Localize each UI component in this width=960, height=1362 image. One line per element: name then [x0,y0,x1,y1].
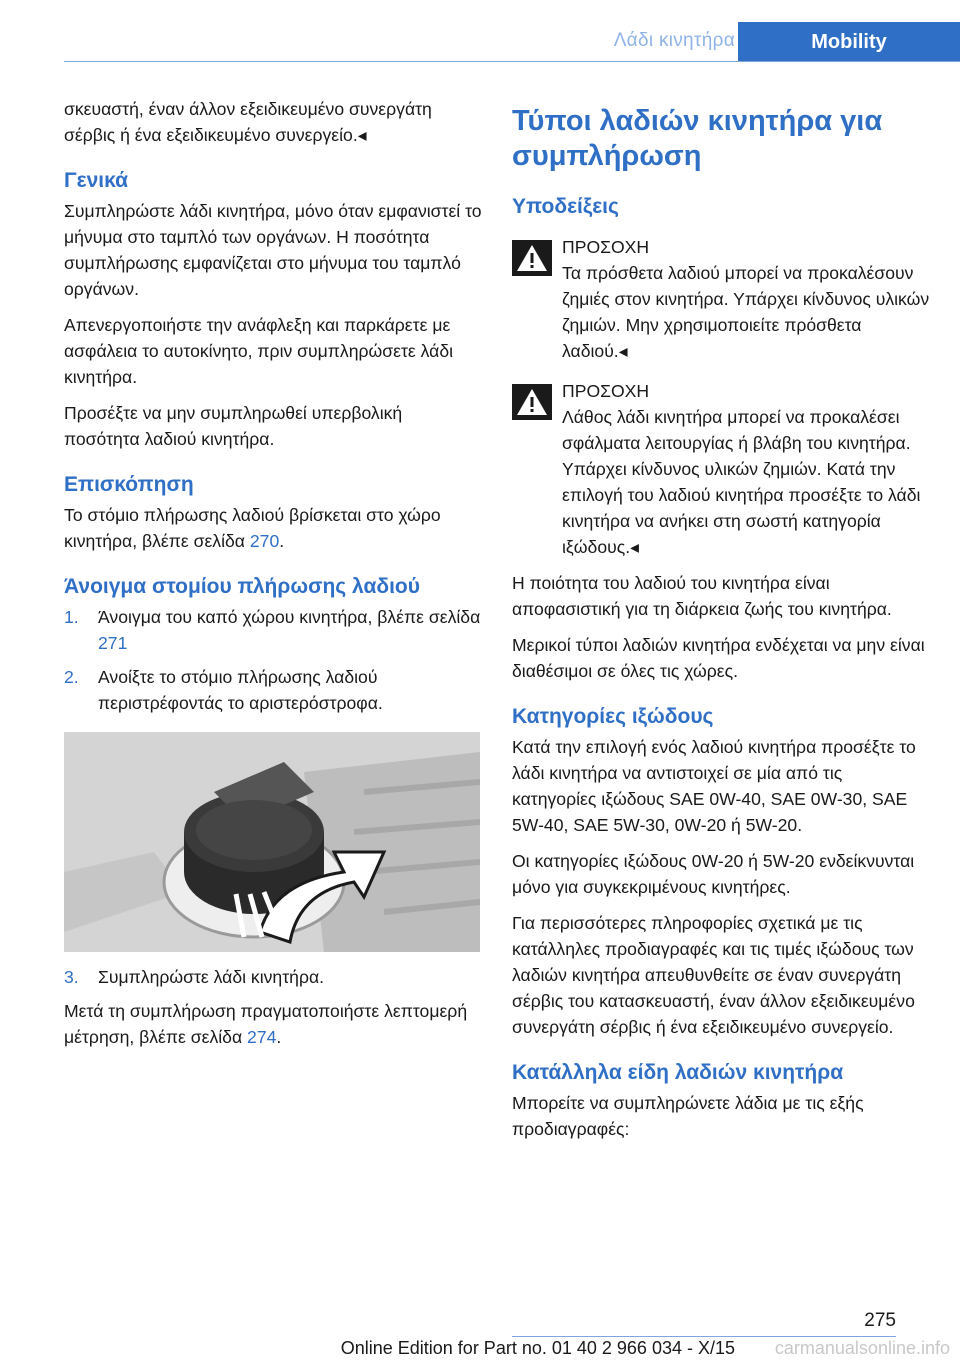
intro-paragraph: σκευαστή, έναν άλλον εξειδικευμένο συνεργάτη σέρβις ή ένα εξειδικευμένο συνεργείο.◂ [64,99,432,145]
header-section-title: Λάδι κινητήρα [613,30,735,51]
right-column [512,96,930,1152]
page-header [0,22,960,62]
step-number: 1. [64,607,79,627]
warning-2-text: Λάθος λάδι κινητήρα μπορεί να προκαλέσει σφάλματα λειτουργίας ή βλάβη του κινητήρα. Υπάρχει κίνδυνος υλικών ζημιών. Κατά την επιλογή του λαδιού κινητήρα προσέξτε το λάδι κινητήρα να ανήκει στη σωστή κατηγορία ιξώδους.◂ [562,407,921,557]
warning-2-heading: ΠΡΟΣΟΧΗ [562,381,650,401]
page-number: 275 [864,1310,896,1331]
steps-list-continued [64,964,482,990]
opening-heading: Άνοιγμα στομίου πλήρωσης λαδιού [64,575,420,598]
warning-1-text: Τα πρόσθετα λαδιού μπορεί να προκαλέσουν ζημιές στον κινητήρα. Υπάρχει κίνδυνος υλικών ζημιών. Μην χρησιμοποιείτε πρόσθετα λαδιού.◂ [562,263,930,361]
after-fill-paragraph [64,998,482,1050]
viscosity-paragraph-2: Οι κατηγορίες ιξώδους 0W-20 ή 5W-20 ενδείκνυνται μόνο για συγκεκριμένους κινητήρες. [512,851,915,897]
steps-list [64,604,482,716]
warning-triangle-icon [512,240,552,276]
step-number: 3. [64,967,79,987]
header-divider [64,61,960,62]
general-paragraph-2: Απενεργοποιήστε την ανάφλεξη και παρκάρετε με ασφάλεια το αυτοκίνητο, πριν συμπληρώσετε λάδι κινητήρα. [64,315,454,387]
left-column [64,96,482,1060]
quality-paragraph-1: Η ποιότητα του λαδιού του κινητήρα είναι αποφασιστική για τη διάρκεια ζωής του κινητήρα. [512,573,892,619]
warning-block-1 [512,234,930,364]
list-item [64,664,482,716]
oil-filler-cap-illustration [64,732,480,952]
list-item [64,604,482,656]
oil-types-title: Τύποι λαδιών κινητήρα για συμπλήρωση [512,105,883,172]
overview-page-link[interactable]: 270 [249,531,280,551]
overview-text: Το στόμιο πλήρωσης λαδιού βρίσκεται στο χώρο κινητήρα, βλέπε σελίδα [64,505,441,551]
viscosity-paragraph-3: Για περισσότερες πληροφορίες σχετικά με τις κατάλληλες προδιαγραφές και τις τιμές ιξώδους των λαδιών κινητήρα απευθυνθείτε σε έναν συνεργάτη σέρβις του κατασκευαστή, έναν άλλον εξειδικευμένο συνεργάτη σέρβις ή ένα εξειδικευμένο συνεργείο. [512,913,915,1037]
suitable-oils-heading: Κατάλληλα είδη λαδιών κινητήρα [512,1061,844,1084]
header-chapter-tab: Mobility [738,22,960,62]
warning-1-heading: ΠΡΟΣΟΧΗ [562,237,650,257]
step-text: Συμπληρώστε λάδι κινητήρα. [98,967,325,987]
warning-block-2 [512,378,930,560]
after-fill-page-link[interactable]: 274 [247,1027,277,1047]
list-item [64,964,482,990]
general-paragraph-1: Συμπληρώστε λάδι κινητήρα, μόνο όταν εμφανιστεί το μήνυμα στο ταμπλό των οργάνων. Η ποσότητα συμπλήρωσης εμφανίζεται στο μήνυμα του ταμπλό οργάνων. [64,201,482,299]
step1-page-link[interactable]: 271 [98,633,128,653]
step-text: Άνοιγμα του καπό χώρου κινητήρα, βλέπε σελίδα [98,607,481,627]
general-heading: Γενικά [64,169,129,192]
general-paragraph-3: Προσέξτε να μην συμπληρωθεί υπερβολική ποσότητα λαδιού κινητήρα. [64,403,403,449]
hints-heading: Υποδείξεις [512,195,619,218]
after-fill-end: . [276,1027,282,1047]
footer-divider [512,1336,896,1337]
edition-text: Online Edition for Part no. 01 40 2 966 034 - X/15 [340,1338,735,1358]
watermark-text: carmanualsonline.info [774,1338,950,1358]
step-text: Ανοίξτε το στόμιο πλήρωσης λαδιού περιστρέφοντάς το αριστερόστροφα. [98,667,383,713]
viscosity-heading: Κατηγορίες ιξώδους [512,705,714,728]
page-footer [0,1310,960,1360]
overview-heading: Επισκόπηση [64,473,194,496]
warning-triangle-icon [512,384,552,420]
quality-paragraph-2: Μερικοί τύποι λαδιών κινητήρα ενδέχεται να μην είναι διαθέσιμοι σε όλες τις χώρες. [512,635,925,681]
viscosity-paragraph-1: Κατά την επιλογή ενός λαδιού κινητήρα προσέξτε το λάδι κινητήρα να αντιστοιχεί σε μία από τις κατηγορίες ιξώδους SAE 0W-40, SAE 0W-30, SAE 5W-40, SAE 5W-30, 0W-20 ή 5W-20. [512,737,916,835]
overview-paragraph: Το στόμιο πλήρωσης λαδιού βρίσκεται στο χώρο κινητήρα, βλέπε σελίδα 270. [64,505,441,551]
after-fill-text: Μετά τη συμπλήρωση πραγματοποιήστε λεπτομερή μέτρηση, βλέπε σελίδα [64,1001,468,1047]
step-number: 2. [64,667,79,687]
suitable-oils-paragraph: Μπορείτε να συμπληρώνετε λάδια με τις εξής προδιαγραφές: [512,1093,864,1139]
